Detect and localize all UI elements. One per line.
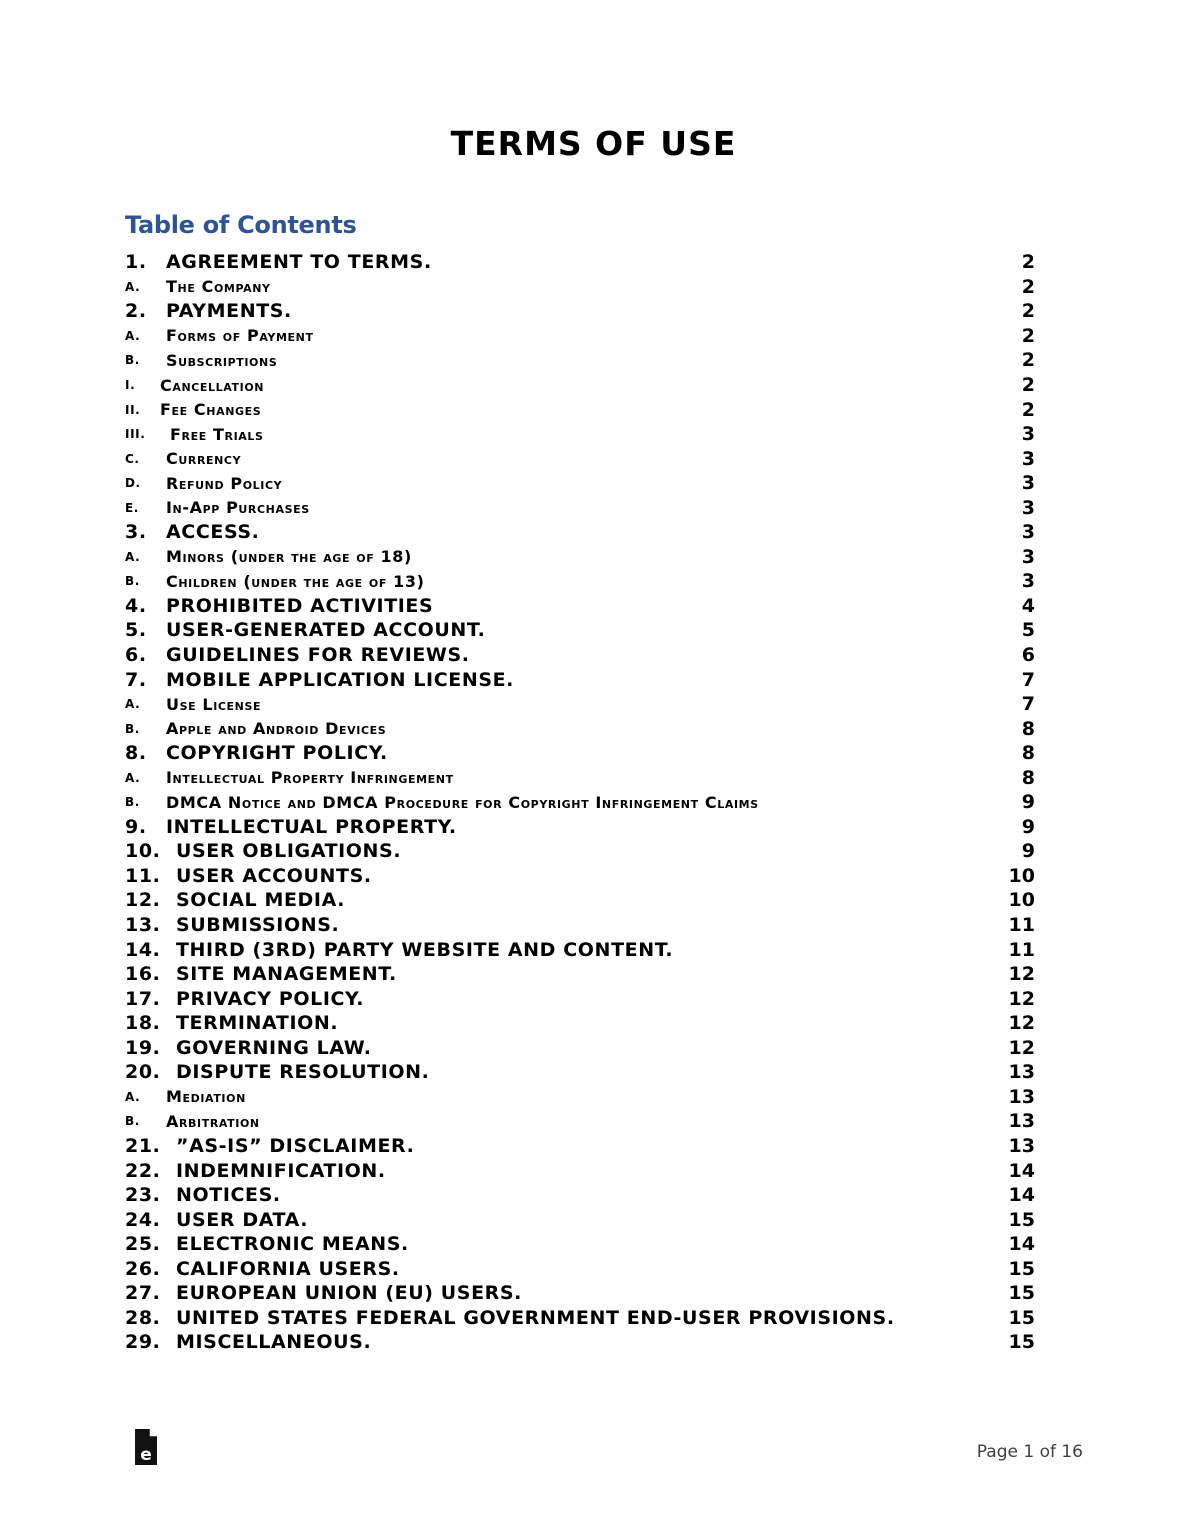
toc-entry-page: 4 (1021, 594, 1035, 617)
toc-entry[interactable] (125, 1232, 1035, 1257)
toc-entry-label: TERMINATION. (176, 1012, 339, 1035)
toc-entry-page: 9 (1021, 840, 1035, 863)
toc-entry-label: Refund Policy (166, 473, 283, 493)
toc-entry-number: 24. (125, 1208, 161, 1231)
toc-entry-number: 10. (125, 840, 161, 863)
toc-entry-number: A. (125, 549, 141, 564)
toc-entry-page: 13 (1008, 1061, 1035, 1084)
toc-entry[interactable] (125, 692, 1035, 717)
toc-entry-page: 12 (1008, 1012, 1035, 1035)
toc-entry-number: II. (125, 402, 141, 417)
toc-entry[interactable] (125, 348, 1035, 373)
toc-entry-number: 2. (125, 300, 147, 323)
toc-entry[interactable] (125, 373, 1035, 398)
toc-entry[interactable] (125, 643, 1035, 668)
toc-entry-page: 3 (1021, 570, 1035, 593)
toc-entry-number: 27. (125, 1282, 161, 1305)
toc-entry-page: 6 (1021, 644, 1035, 667)
toc-entry-number: A. (125, 697, 141, 712)
toc-entry-label: ”AS-IS” DISCLAIMER. (176, 1134, 415, 1157)
toc-entry[interactable] (125, 1306, 1035, 1331)
toc-entry-label: GUIDELINES FOR REVIEWS. (166, 644, 470, 667)
toc-entry[interactable] (125, 1011, 1035, 1036)
toc-entry-label: In-App Purchases (166, 498, 310, 518)
toc-entry-number: 12. (125, 889, 161, 912)
toc-entry-label: SOCIAL MEDIA. (176, 889, 346, 912)
toc-entry-page: 14 (1008, 1159, 1035, 1182)
toc-entry-number: 6. (125, 644, 147, 667)
toc-entry[interactable] (125, 962, 1035, 987)
toc-entry-number: III. (125, 427, 146, 442)
toc-entry[interactable] (125, 1281, 1035, 1306)
toc-entry-page: 2 (1021, 374, 1035, 396)
toc-entry-number: A. (125, 770, 141, 785)
toc-entry-label: INDEMNIFICATION. (176, 1159, 386, 1182)
toc-entry-label: Subscriptions (166, 350, 278, 370)
toc-entry[interactable] (125, 594, 1035, 619)
toc-entry-page: 2 (1021, 349, 1035, 372)
toc-entry[interactable] (125, 888, 1035, 913)
toc-entry-label: USER-GENERATED ACCOUNT. (166, 619, 486, 642)
toc-entry-page: 7 (1021, 693, 1035, 716)
toc-entry-label: SITE MANAGEMENT. (176, 963, 397, 986)
toc-entry-label: CALIFORNIA USERS. (176, 1257, 400, 1280)
toc-entry-label: Apple and Android Devices (166, 719, 387, 739)
toc-entry-number: B. (125, 353, 140, 368)
toc-entry-label: Cancellation (160, 375, 265, 395)
toc-entry-page: 14 (1008, 1233, 1035, 1256)
toc-entry-label: Use License (166, 694, 262, 714)
toc-entry-label: MISCELLANEOUS. (176, 1331, 372, 1354)
toc-entry-page: 9 (1021, 815, 1035, 838)
toc-entry[interactable] (125, 1109, 1035, 1134)
toc-entry-label: ELECTRONIC MEANS. (176, 1233, 409, 1256)
toc-entry-number: 17. (125, 987, 161, 1010)
esign-document-logo-icon (133, 1428, 159, 1466)
toc-entry-page: 3 (1021, 472, 1035, 495)
toc-entry-number: 22. (125, 1159, 161, 1182)
toc-entry[interactable] (125, 471, 1035, 496)
toc-entry-number: B. (125, 795, 140, 810)
toc-entry-number: E. (125, 500, 139, 515)
toc-entry[interactable] (125, 250, 1035, 275)
toc-entry-page: 2 (1021, 324, 1035, 347)
toc-entry-number: I. (125, 378, 136, 392)
toc-entry-number: 28. (125, 1306, 161, 1329)
toc-entry-number: 8. (125, 742, 147, 765)
toc-entry[interactable] (125, 324, 1035, 349)
toc-entry[interactable] (125, 1183, 1035, 1208)
toc-entry-number: A. (125, 1089, 141, 1104)
toc-entry-page: 7 (1021, 668, 1035, 691)
toc-entry[interactable] (125, 1060, 1035, 1085)
toc-entry-label: THIRD (3RD) PARTY WEBSITE AND CONTENT. (176, 938, 674, 961)
toc-entry-label: USER ACCOUNTS. (176, 864, 372, 887)
toc-entry-label: DMCA Notice and DMCA Procedure for Copyright Infringement Claims (166, 792, 759, 812)
toc-entry[interactable] (125, 545, 1035, 570)
toc-entry[interactable] (125, 1036, 1035, 1061)
toc-entry-number: 1. (125, 251, 147, 274)
toc-entry-number: 5. (125, 619, 147, 642)
toc-entry-number: A. (125, 279, 141, 294)
toc-entry-page: 10 (1008, 864, 1035, 887)
document-title: TERMS OF USE (450, 124, 737, 163)
toc-entry[interactable] (125, 618, 1035, 643)
svg-text:e: e (140, 1445, 152, 1465)
toc-entry[interactable] (125, 446, 1035, 471)
toc-entry[interactable] (125, 1158, 1035, 1183)
toc-entry-label: PROHIBITED ACTIVITIES (166, 594, 434, 617)
toc-entry-page: 2 (1021, 398, 1035, 421)
toc-entry-page: 9 (1021, 791, 1035, 814)
toc-entry[interactable] (125, 913, 1035, 938)
toc-entry-page: 11 (1008, 938, 1035, 961)
toc-entry-label: INTELLECTUAL PROPERTY. (166, 815, 457, 838)
toc-entry-number: 21. (125, 1134, 161, 1157)
toc-entry-label: GOVERNING LAW. (176, 1036, 372, 1059)
toc-entry-number: 16. (125, 963, 161, 986)
toc-entry-number: B. (125, 721, 140, 736)
toc-entry-number: 18. (125, 1012, 161, 1035)
toc-entry-number: 26. (125, 1257, 161, 1280)
toc-entry-label: Mediation (166, 1087, 246, 1107)
toc-entry-number: 7. (125, 668, 147, 691)
toc-entry-number: 14. (125, 938, 161, 961)
toc-entry-page: 13 (1008, 1110, 1035, 1133)
toc-entry-page: 13 (1008, 1134, 1035, 1157)
toc-entry-label: Free Trials (170, 424, 264, 444)
toc-entry[interactable] (125, 790, 1035, 815)
toc-entry-label: NOTICES. (176, 1184, 281, 1207)
toc-entry-page: 3 (1021, 545, 1035, 568)
toc-entry-page: 15 (1008, 1257, 1035, 1280)
toc-entry-number: 13. (125, 914, 161, 937)
toc-entry-label: ACCESS. (166, 521, 260, 544)
toc-entry[interactable] (125, 765, 1035, 790)
toc-entry-page: 12 (1008, 963, 1035, 986)
toc-entry[interactable] (125, 569, 1035, 594)
toc-entry-number: 23. (125, 1184, 161, 1207)
toc-entry-label: DISPUTE RESOLUTION. (176, 1061, 430, 1084)
toc-entry-number: A. (125, 328, 141, 343)
toc-entry[interactable] (125, 1134, 1035, 1159)
toc-entry-label: EUROPEAN UNION (EU) USERS. (176, 1282, 522, 1305)
toc-entry-page: 3 (1021, 447, 1035, 470)
toc-entry-page: 12 (1008, 1036, 1035, 1059)
toc-entry[interactable] (125, 839, 1035, 864)
toc-entry-number: 20. (125, 1061, 161, 1084)
toc-entry-label: Children (under the age of 13) (166, 571, 425, 591)
toc-entry-label: PAYMENTS. (166, 300, 292, 323)
toc-entry[interactable] (125, 397, 1035, 422)
toc-entry-page: 15 (1008, 1331, 1035, 1354)
toc-entry-page: 12 (1008, 987, 1035, 1010)
toc-entry-number: D. (125, 476, 141, 491)
toc-entry-page: 2 (1021, 275, 1035, 298)
toc-entry-number: 19. (125, 1036, 161, 1059)
toc-entry[interactable] (125, 864, 1035, 889)
toc-entry-number: B. (125, 574, 140, 589)
toc-entry[interactable] (125, 1256, 1035, 1281)
toc-entry-label: COPYRIGHT POLICY. (166, 742, 388, 765)
toc-entry-number: B. (125, 1114, 140, 1129)
toc-entry-page: 10 (1008, 889, 1035, 912)
toc-entry[interactable] (125, 937, 1035, 962)
toc-entry-number: 29. (125, 1331, 161, 1354)
toc-entry-page: 5 (1021, 619, 1035, 642)
toc-entry-label: Forms of Payment (166, 326, 314, 346)
toc-entry[interactable] (125, 1085, 1035, 1110)
toc-entry-label: The Company (166, 277, 271, 297)
toc-entry-label: AGREEMENT TO TERMS. (166, 251, 432, 274)
toc-entry[interactable] (125, 815, 1035, 840)
toc-entry-number: 25. (125, 1233, 161, 1256)
toc-entry-page: 13 (1008, 1085, 1035, 1108)
toc-entry-page: 15 (1008, 1306, 1035, 1329)
toc-entry[interactable] (125, 1330, 1035, 1355)
toc-entry-number: 4. (125, 594, 147, 617)
toc-entry-label: UNITED STATES FEDERAL GOVERNMENT END-USER PROVISIONS. (176, 1306, 895, 1329)
toc-entry[interactable] (125, 422, 1035, 447)
toc-entry-page: 2 (1021, 300, 1035, 323)
toc-entry[interactable] (125, 741, 1035, 766)
toc-heading: Table of Contents (125, 211, 357, 239)
toc-entry-label: PRIVACY POLICY. (176, 987, 365, 1010)
toc-entry[interactable] (125, 667, 1035, 692)
toc-entry-page: 8 (1021, 742, 1035, 765)
toc-entry-page: 15 (1008, 1282, 1035, 1305)
toc-entry[interactable] (125, 299, 1035, 324)
toc-entry-number: C. (125, 451, 140, 466)
toc-entry-number: 11. (125, 864, 161, 887)
toc-entry-label: Minors (under the age of 18) (166, 547, 412, 567)
toc-entry[interactable] (125, 495, 1035, 520)
toc-entry-label: Arbitration (166, 1111, 260, 1131)
toc-entry-page: 15 (1008, 1208, 1035, 1231)
toc-entry-label: USER DATA. (176, 1208, 309, 1231)
toc-entry-label: SUBMISSIONS. (176, 914, 340, 937)
toc-entry[interactable] (125, 275, 1035, 300)
toc-entry-number: 9. (125, 815, 147, 838)
toc-entry-label: Currency (166, 449, 242, 469)
toc-entry-label: MOBILE APPLICATION LICENSE. (166, 668, 514, 691)
toc-entry-page: 2 (1021, 251, 1035, 274)
toc-entry-page: 8 (1021, 717, 1035, 740)
toc-entry-label: Fee Changes (160, 400, 262, 420)
toc-entry-page: 11 (1008, 914, 1035, 937)
toc-entry-label: Intellectual Property Infringement (166, 768, 454, 788)
toc-entry-page: 8 (1021, 766, 1035, 789)
toc-entry-label: USER OBLIGATIONS. (176, 840, 402, 863)
page-number: Page 1 of 16 (976, 1442, 1083, 1462)
toc-entry-page: 3 (1021, 423, 1035, 446)
toc-entry[interactable] (125, 716, 1035, 741)
toc-entry-page: 3 (1021, 521, 1035, 544)
toc-entry-page: 14 (1008, 1184, 1035, 1207)
toc-entry[interactable] (125, 986, 1035, 1011)
table-of-contents (125, 250, 1035, 1355)
toc-entry-number: 3. (125, 521, 147, 544)
toc-entry[interactable] (125, 1207, 1035, 1232)
toc-entry-page: 3 (1021, 496, 1035, 519)
toc-entry[interactable] (125, 520, 1035, 545)
